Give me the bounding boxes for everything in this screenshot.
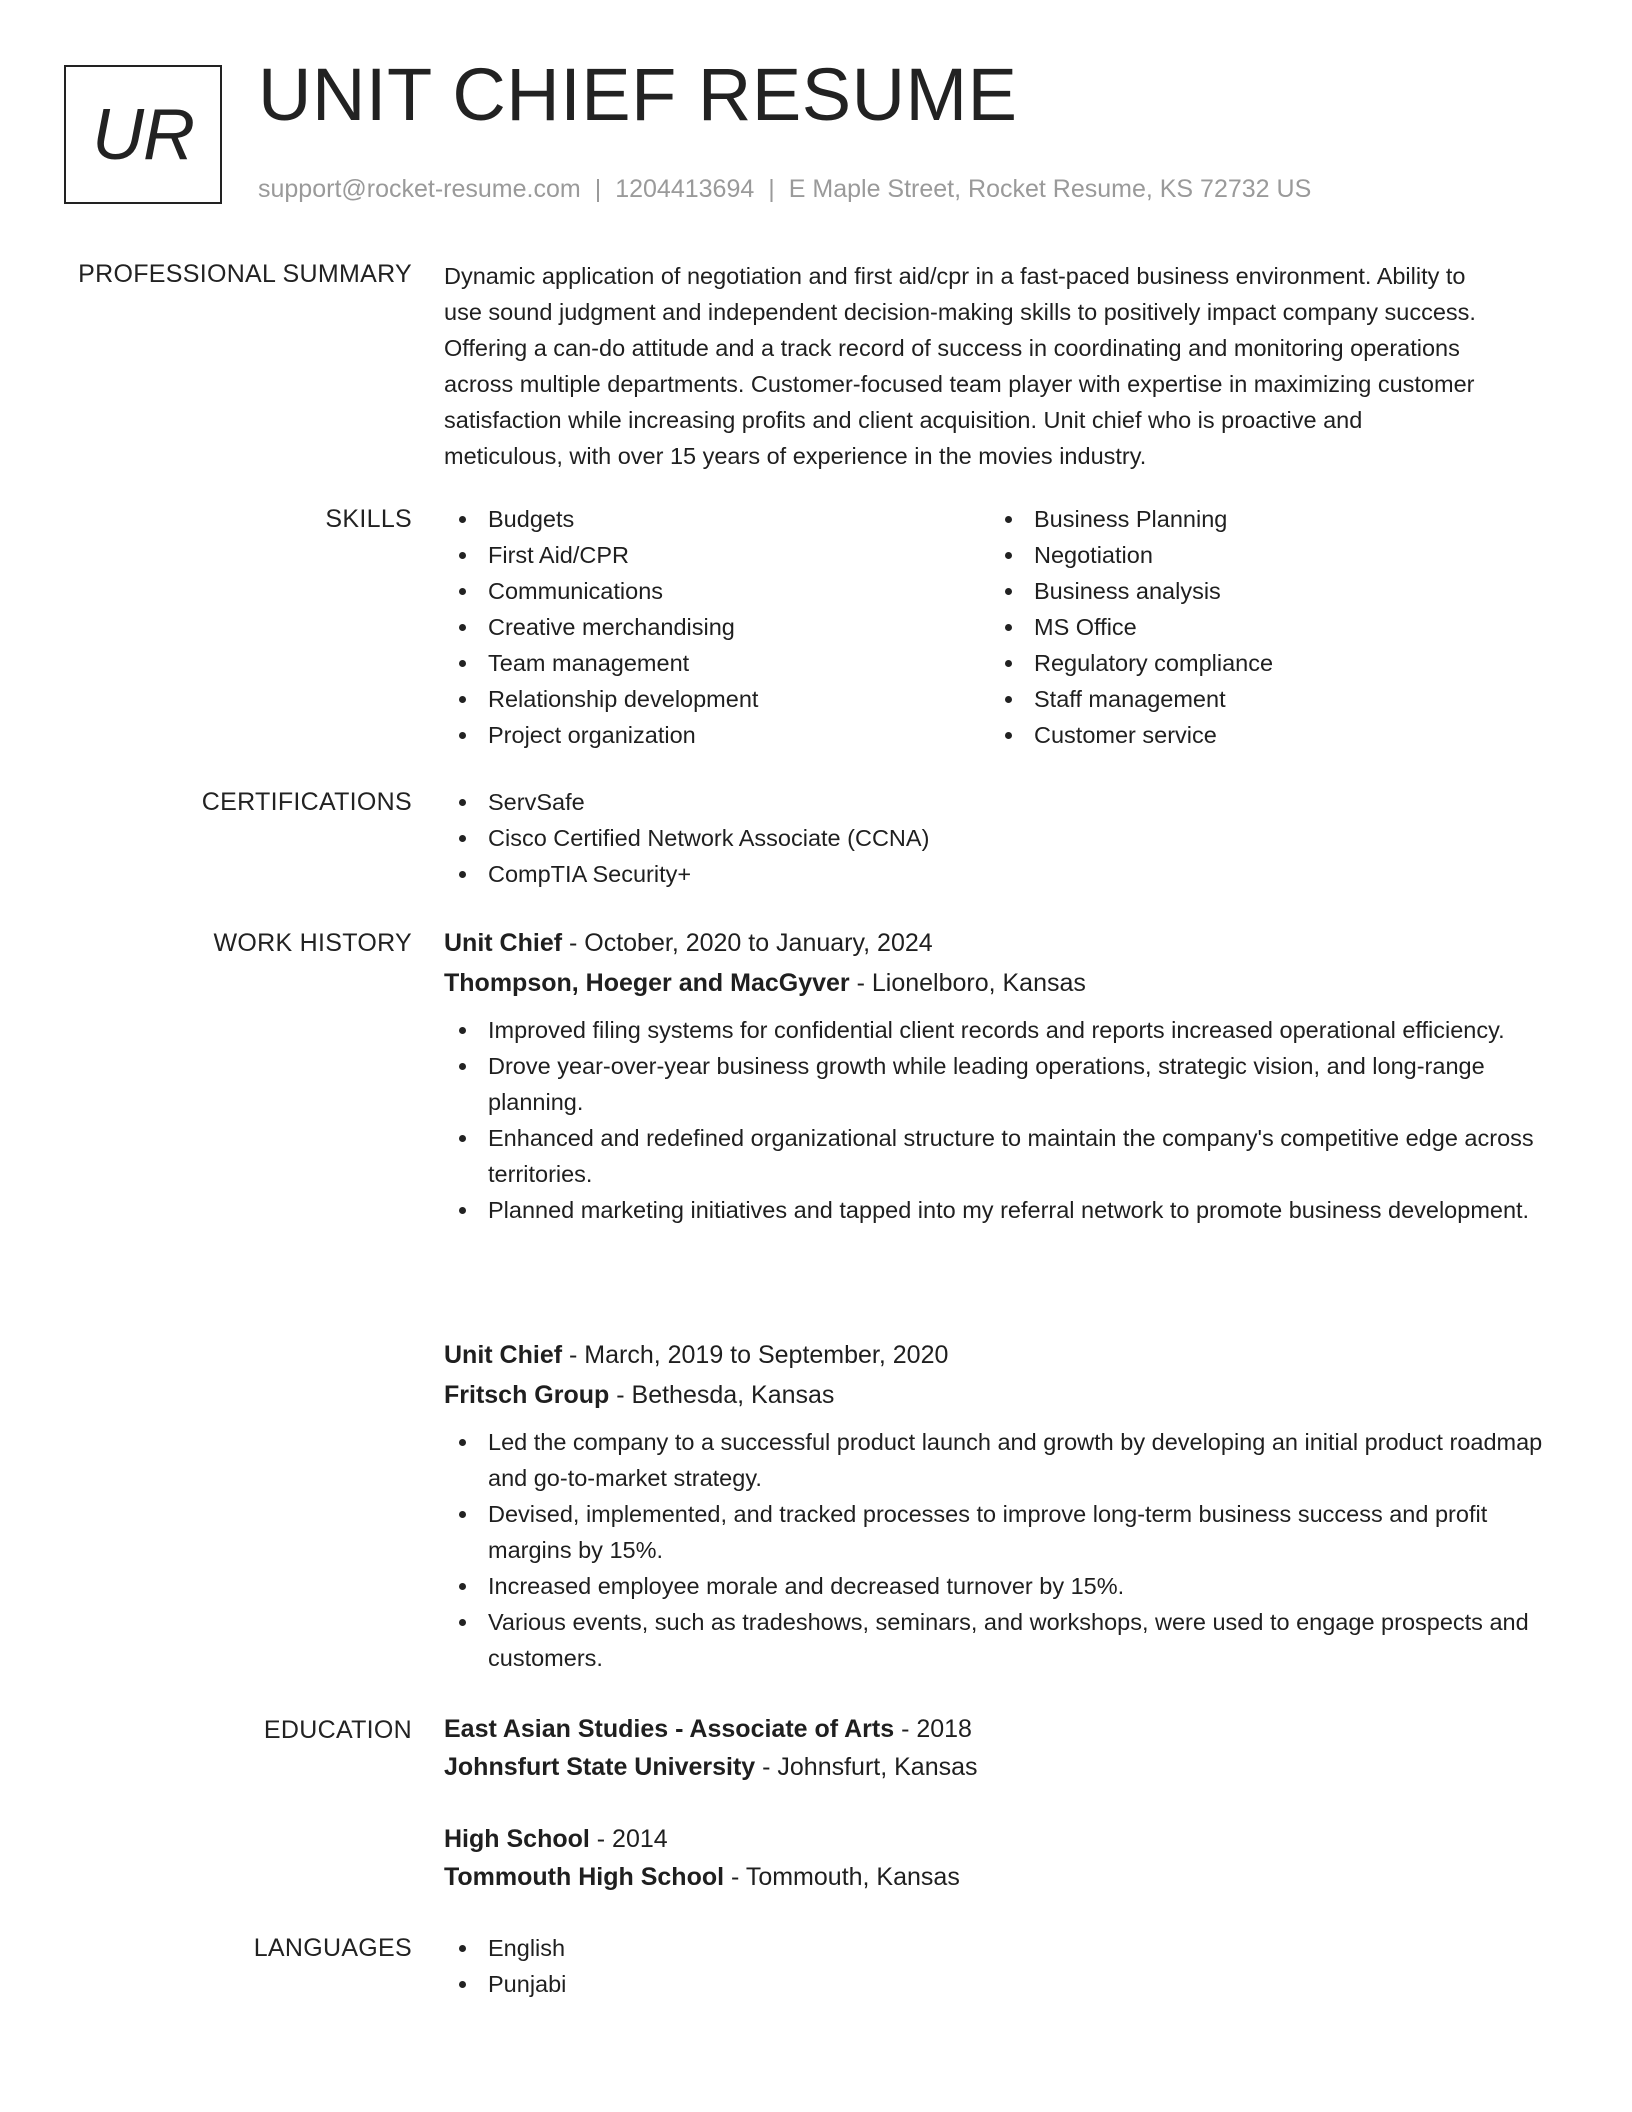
certifications-list [444,784,1544,892]
skill-item: Business Planning [990,501,1536,537]
contact-separator: | [768,175,775,203]
skill-item: Customer service [990,717,1536,753]
skill-item: Communications [444,573,990,609]
job-bullet: Enhanced and redefined organizational structure to maintain the company's competitive edge across territories. [444,1120,1544,1192]
skill-item: Business analysis [990,573,1536,609]
education-entry [444,1820,1544,1896]
resume-title: UNIT CHIEF RESUME [258,53,1018,136]
certifications-body [444,784,1544,892]
summary-line: satisfaction while increasing profits and client acquisition. Unit chief who is proactive and [444,407,1363,433]
job-location: - Lionelboro, Kansas [849,969,1086,997]
job-title-line [444,1335,1544,1375]
summary-line: use sound judgment and independent decision-making skills to positively impact company success. [444,299,1476,325]
contact-email: support@rocket-resume.com [258,175,581,203]
language-item: Punjabi [444,1966,1544,2002]
languages-heading: LANGUAGES [253,1934,412,1962]
education-heading: EDUCATION [263,1716,412,1744]
job-location: - Bethesda, Kansas [609,1381,835,1409]
work-history-heading: WORK HISTORY [213,929,412,957]
certification-item: CompTIA Security+ [444,856,1544,892]
job-bullet: Led the company to a successful product launch and growth by developing an initial product roadmap and go-to-market strategy. [444,1424,1544,1496]
education-degree-line [444,1820,1544,1858]
job-company: Fritsch Group [444,1381,610,1409]
contact-address: E Maple Street, Rocket Resume, KS 72732 US [788,175,1312,203]
education-entry [444,1710,1544,1786]
job-company: Thompson, Hoeger and MacGyver [444,969,850,997]
monogram-logo: UR [64,65,222,204]
summary-line: Offering a can-do attitude and a track record of success in coordinating and monitoring operations [444,335,1460,361]
skill-item: Negotiation [990,537,1536,573]
languages-body [444,1930,1544,2002]
education-school-line [444,1858,1544,1896]
education-location: - Tommouth, Kansas [724,1863,960,1891]
summary-heading: PROFESSIONAL SUMMARY [78,260,412,288]
summary-line: across multiple departments. Customer-focused team player with expertise in maximizing customer [444,371,1475,397]
job-bullet: Improved filing systems for confidential client records and reports increased operational efficiency. [444,1012,1544,1048]
education-location: - Johnsfurt, Kansas [755,1753,978,1781]
skills-heading: SKILLS [325,505,412,533]
education-degree: East Asian Studies - Associate of Arts [444,1715,895,1743]
job-bullet: Devised, implemented, and tracked processes to improve long-term business success and profit margins by 15%. [444,1496,1544,1568]
summary-line: Dynamic application of negotiation and first aid/cpr in a fast-paced business environment. Ability to [444,263,1466,289]
education-year: - 2018 [894,1715,972,1743]
skills-list-left [444,501,990,753]
skill-item: Regulatory compliance [990,645,1536,681]
certification-item: Cisco Certified Network Associate (CCNA) [444,820,1544,856]
contact-separator: | [594,175,602,203]
certification-item: ServSafe [444,784,1544,820]
job-title: Unit Chief [444,1341,563,1369]
contact-phone: 1204413694 [615,175,755,203]
skill-item: Budgets [444,501,990,537]
certifications-heading: CERTIFICATIONS [201,788,412,816]
job-company-line [444,963,1544,1003]
summary-line: meticulous, with over 15 years of experience in the movies industry. [444,443,1147,469]
skill-item: MS Office [990,609,1536,645]
education-degree-line [444,1710,1544,1748]
education-year: - 2014 [589,1825,668,1853]
job-entry [444,1335,1544,1676]
job-bullet: Increased employee morale and decreased turnover by 15%. [444,1568,1544,1604]
education-degree: High School [444,1825,590,1853]
education-school: Johnsfurt State University [444,1753,756,1781]
skill-item: Creative merchandising [444,609,990,645]
job-entry [444,923,1544,1228]
skill-item: Staff management [990,681,1536,717]
languages-list [444,1930,1544,2002]
job-dates: - October, 2020 to January, 2024 [562,929,933,957]
education-school: Tommouth High School [444,1863,725,1891]
skills-list-right [990,501,1536,753]
job-company-line [444,1375,1544,1415]
skill-item: Relationship development [444,681,990,717]
job-bullet: Drove year-over-year business growth while leading operations, strategic vision, and long-range planning. [444,1048,1544,1120]
summary-text [444,258,1544,474]
job-title: Unit Chief [444,929,563,957]
job-bullets [444,1424,1544,1676]
skill-item: Team management [444,645,990,681]
summary-body [444,258,1544,474]
education-school-line [444,1748,1544,1786]
language-item: English [444,1930,1544,1966]
contact-line [258,174,1311,204]
skills-grid [444,501,1544,753]
job-bullet: Planned marketing initiatives and tapped into my referral network to promote business development. [444,1192,1544,1228]
skill-item: Project organization [444,717,990,753]
job-bullets [444,1012,1544,1228]
skill-item: First Aid/CPR [444,537,990,573]
job-bullet: Various events, such as tradeshows, seminars, and workshops, were used to engage prospects and customers. [444,1604,1544,1676]
job-title-line [444,923,1544,963]
job-dates: - March, 2019 to September, 2020 [562,1341,949,1369]
skills-body [444,501,1544,753]
